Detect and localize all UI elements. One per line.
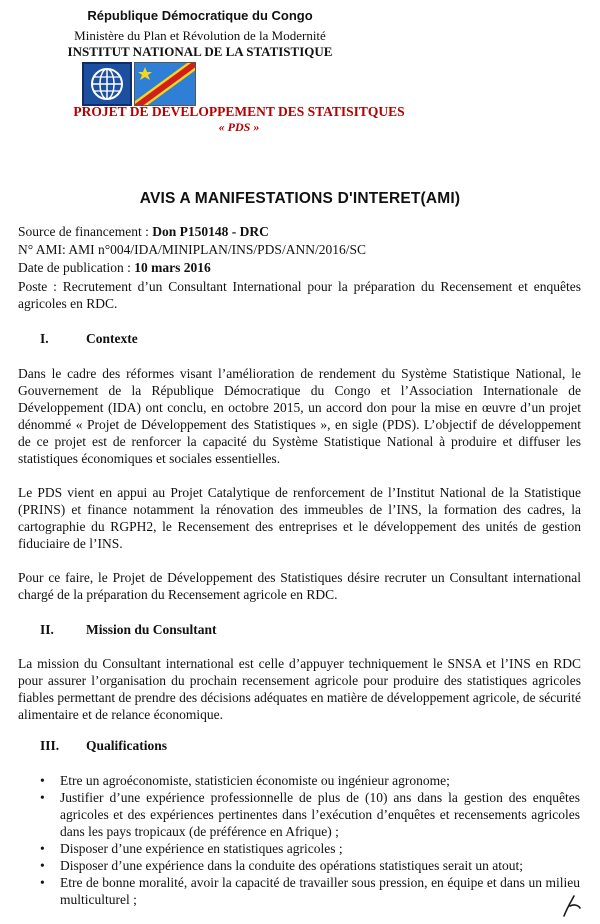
list-item: [40, 789, 580, 840]
drc-flag-icon: [134, 62, 196, 106]
list-item-text: Etre un agroéconomiste, statisticien économiste ou ingénieur agronome;: [60, 773, 450, 788]
list-item-text: Disposer d’une expérience en statistiques agricoles ;: [60, 841, 343, 856]
poste-description: Poste : Recrutement d’un Consultant International pour la préparation du Recensement et enquêtes agricoles en RDC.: [18, 279, 581, 311]
header-ministry: Ministère du Plan et Révolution de la Modernité: [74, 28, 326, 43]
section-heading-contexte: [40, 331, 138, 347]
date-label: Date de publication :: [18, 260, 135, 275]
publication-date: [18, 260, 211, 276]
ami-number: N° AMI: AMI n°004/IDA/MINIPLAN/INS/PDS/ANN/2016/SC: [18, 242, 366, 257]
section-title: Qualifications: [86, 738, 168, 753]
bullet-icon: •: [40, 790, 45, 805]
bullet-icon: •: [40, 858, 45, 873]
world-bank-globe-icon: [82, 62, 132, 106]
paragraph-contexte-1: Dans le cadre des réformes visant l’amélioration de rendement du Système Statistique National, le Gouvernement de la République Démocratique du Congo et l’Association Internationale de Développement (IDA) ont conclu, en octobre 2015, un accord don pour la mise en œuvre d’un projet dénommé « Projet de Développement des Statistiques », en sigle (PDS). L’objectif de développement de ce projet est de renforcer la capacité du Système Statistique National à produire et diffuser les statistiques économiques et sociales essentielles.: [18, 366, 581, 466]
financing-value: Don P150148 - DRC: [152, 224, 269, 239]
section-number: I.: [40, 331, 49, 346]
list-item: [40, 840, 580, 857]
paragraph-contexte-3: Pour ce faire, le Projet de Développement des Statistiques désire recruter un Consultant international chargé de la préparation du Recensement agricole en RDC.: [18, 570, 581, 602]
section-heading-qualifications: [40, 738, 167, 754]
section-heading-mission: [40, 622, 217, 638]
bullet-icon: •: [40, 773, 45, 788]
list-item-text: Justifier d’une expérience professionnelle de plus de (10) ans dans la gestion des enquêtes agricoles et des expériences pertinentes dans l’exécution d’enquêtes et recensements agricoles dans les pays tropicaux (de préférence en Afrique) ;: [60, 790, 580, 839]
section-title: Mission du Consultant: [86, 622, 217, 637]
bullet-icon: •: [40, 841, 45, 856]
paragraph-contexte-2: Le PDS vient en appui au Projet Catalytique de renforcement de l’Institut National de la Statistique (PRINS) et finance notamment la rénovation des immeubles de l’INS, la formation des cadres, la cartographie du RGPH2, le Recensement des entreprises et le développement des unités de gestion fiduciaire de l’INS.: [18, 485, 581, 551]
list-item: [40, 772, 580, 789]
list-item: [40, 857, 580, 874]
list-item: [40, 874, 580, 908]
list-item-text: Etre de bonne moralité, avoir la capacité de travailler sous pression, en équipe et dans un milieu multiculturel ;: [60, 875, 580, 907]
list-item-text: Disposer d’une expérience dans la conduite des opérations statistiques serait un atout;: [60, 858, 523, 873]
header-institute: INSTITUT NATIONAL DE LA STATISTIQUE: [67, 44, 333, 59]
date-value: 10 mars 2016: [134, 260, 211, 275]
financing-source: [18, 224, 269, 240]
paragraph-mission: La mission du Consultant international est celle d’appuyer techniquement le SNSA et l’INS en RDC pour assurer l’organisation du prochain recensement agricole pour produire des statistiques agricoles fiables permettant de prendre des décisions adéquates en matière de développement agricole, de sécurité alimentaire et de relance économique.: [18, 656, 582, 722]
header-country: République Démocratique du Congo: [87, 8, 313, 23]
section-number: II.: [40, 622, 54, 637]
initials-signature-icon: [558, 892, 586, 920]
project-sigle: « PDS »: [218, 120, 260, 134]
section-title: Contexte: [86, 331, 138, 346]
project-title: PROJET DE DEVELOPPEMENT DES STATISITQUES: [73, 104, 405, 119]
bullet-icon: •: [40, 875, 45, 890]
document-title: AVIS A MANIFESTATIONS D'INTERET(AMI): [139, 190, 461, 207]
financing-label: Source de financement :: [18, 224, 153, 239]
qualifications-list: [40, 772, 580, 908]
section-number: III.: [40, 738, 60, 753]
